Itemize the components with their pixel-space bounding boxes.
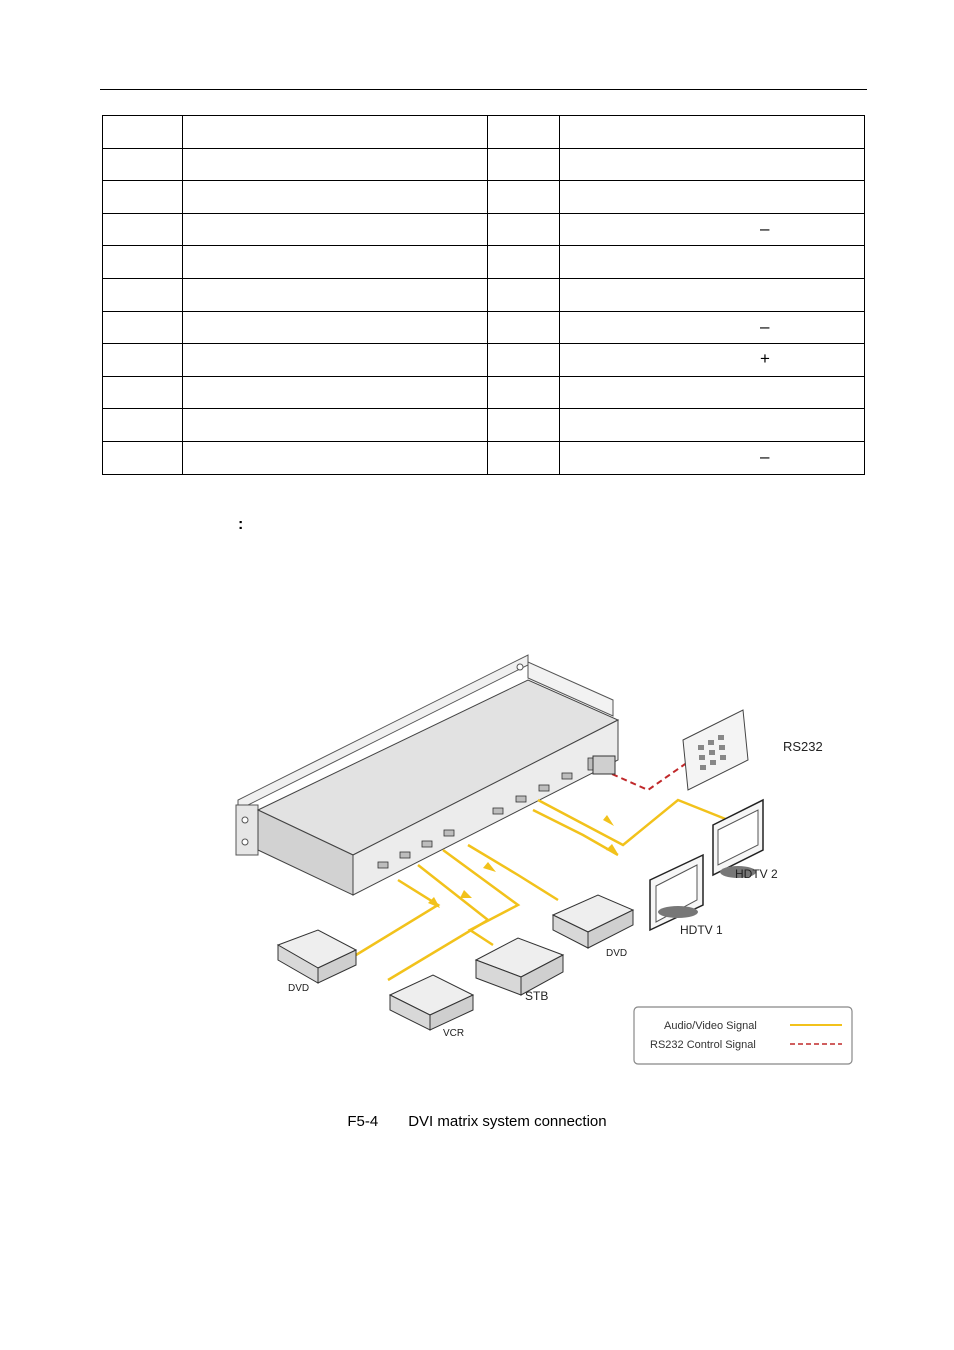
table-cell-c4 (560, 278, 865, 311)
table-cell-c1 (103, 409, 183, 442)
table-cell-c2 (183, 246, 488, 279)
rs232-control-panel (683, 710, 748, 790)
vcr-label: VCR (443, 1028, 465, 1039)
table-cell-c3 (488, 148, 560, 181)
dvd-left-label: DVD (288, 983, 310, 994)
header-rule (100, 89, 867, 90)
table-row (103, 213, 865, 246)
table-cell-c2 (183, 278, 488, 311)
stb-device (476, 938, 563, 995)
table-row (103, 344, 865, 377)
polarity-symbol: – (760, 218, 770, 238)
polarity-symbol: + (760, 349, 770, 369)
table-cell-c1 (103, 148, 183, 181)
figure-title: DVI matrix system connection (408, 1113, 607, 1130)
table-cell-c3 (488, 311, 560, 344)
table-cell-c4 (560, 116, 865, 149)
table-cell-c3 (488, 246, 560, 279)
dvd-left-device (278, 930, 356, 983)
dvd-right-label: DVD (606, 948, 628, 959)
table-cell-c2 (183, 116, 488, 149)
hdtv2-label: HDTV 2 (735, 867, 778, 881)
table-row (103, 311, 865, 344)
table-cell-c3 (488, 376, 560, 409)
table-cell-c1 (103, 246, 183, 279)
table-cell-c3 (488, 278, 560, 311)
table-cell-c4 (560, 441, 865, 474)
table-cell-c4 (560, 148, 865, 181)
table-cell-c2 (183, 441, 488, 474)
table-cell-c2 (183, 213, 488, 246)
table-cell-c2 (183, 344, 488, 377)
table-row (103, 181, 865, 214)
table-cell-c2 (183, 181, 488, 214)
table-cell-c4 (560, 376, 865, 409)
table-cell-c4 (560, 409, 865, 442)
table-cell-c3 (488, 116, 560, 149)
section-colon: : (238, 516, 244, 533)
table-cell-c4 (560, 246, 865, 279)
table-cell-c3 (488, 344, 560, 377)
table-row (103, 116, 865, 149)
table-cell-c1 (103, 441, 183, 474)
table-row (103, 278, 865, 311)
dvd-right-device (553, 895, 633, 948)
hdtv1-label: HDTV 1 (680, 923, 723, 937)
table-cell-c2 (183, 376, 488, 409)
table-cell-c1 (103, 344, 183, 377)
table-cell-c3 (488, 441, 560, 474)
table-cell-c1 (103, 181, 183, 214)
table-cell-c4 (560, 181, 865, 214)
hdtv1-monitor (650, 855, 703, 930)
figure-caption (0, 1113, 954, 1130)
table-row (103, 441, 865, 474)
table-cell-c1 (103, 311, 183, 344)
polarity-symbol: – (760, 316, 770, 336)
table-row (103, 148, 865, 181)
table-cell-c2 (183, 148, 488, 181)
table-cell-c2 (183, 311, 488, 344)
table-cell-c1 (103, 278, 183, 311)
figure-number: F5-4 (347, 1113, 379, 1130)
table-cell-c1 (103, 376, 183, 409)
legend (634, 1007, 852, 1064)
polarity-symbol: – (760, 446, 770, 466)
table-row (103, 376, 865, 409)
vcr-device (390, 975, 473, 1030)
table-cell-c1 (103, 213, 183, 246)
table-cell-c2 (183, 409, 488, 442)
table-cell-c4 (560, 311, 865, 344)
table-cell-c3 (488, 181, 560, 214)
dvi-matrix-diagram (228, 650, 868, 1080)
table-row (103, 409, 865, 442)
table-cell-c3 (488, 213, 560, 246)
table-cell-c3 (488, 409, 560, 442)
table-cell-c4 (560, 213, 865, 246)
matrix-switcher (236, 655, 618, 895)
rs232-label: RS232 (783, 739, 823, 754)
table-row (103, 246, 865, 279)
stb-label: STB (525, 989, 549, 1003)
pin-table (102, 115, 865, 475)
legend-rs232-label: RS232 Control Signal (650, 1039, 756, 1051)
table-cell-c4 (560, 344, 865, 377)
legend-av-label: Audio/Video Signal (664, 1020, 757, 1032)
table-cell-c1 (103, 116, 183, 149)
